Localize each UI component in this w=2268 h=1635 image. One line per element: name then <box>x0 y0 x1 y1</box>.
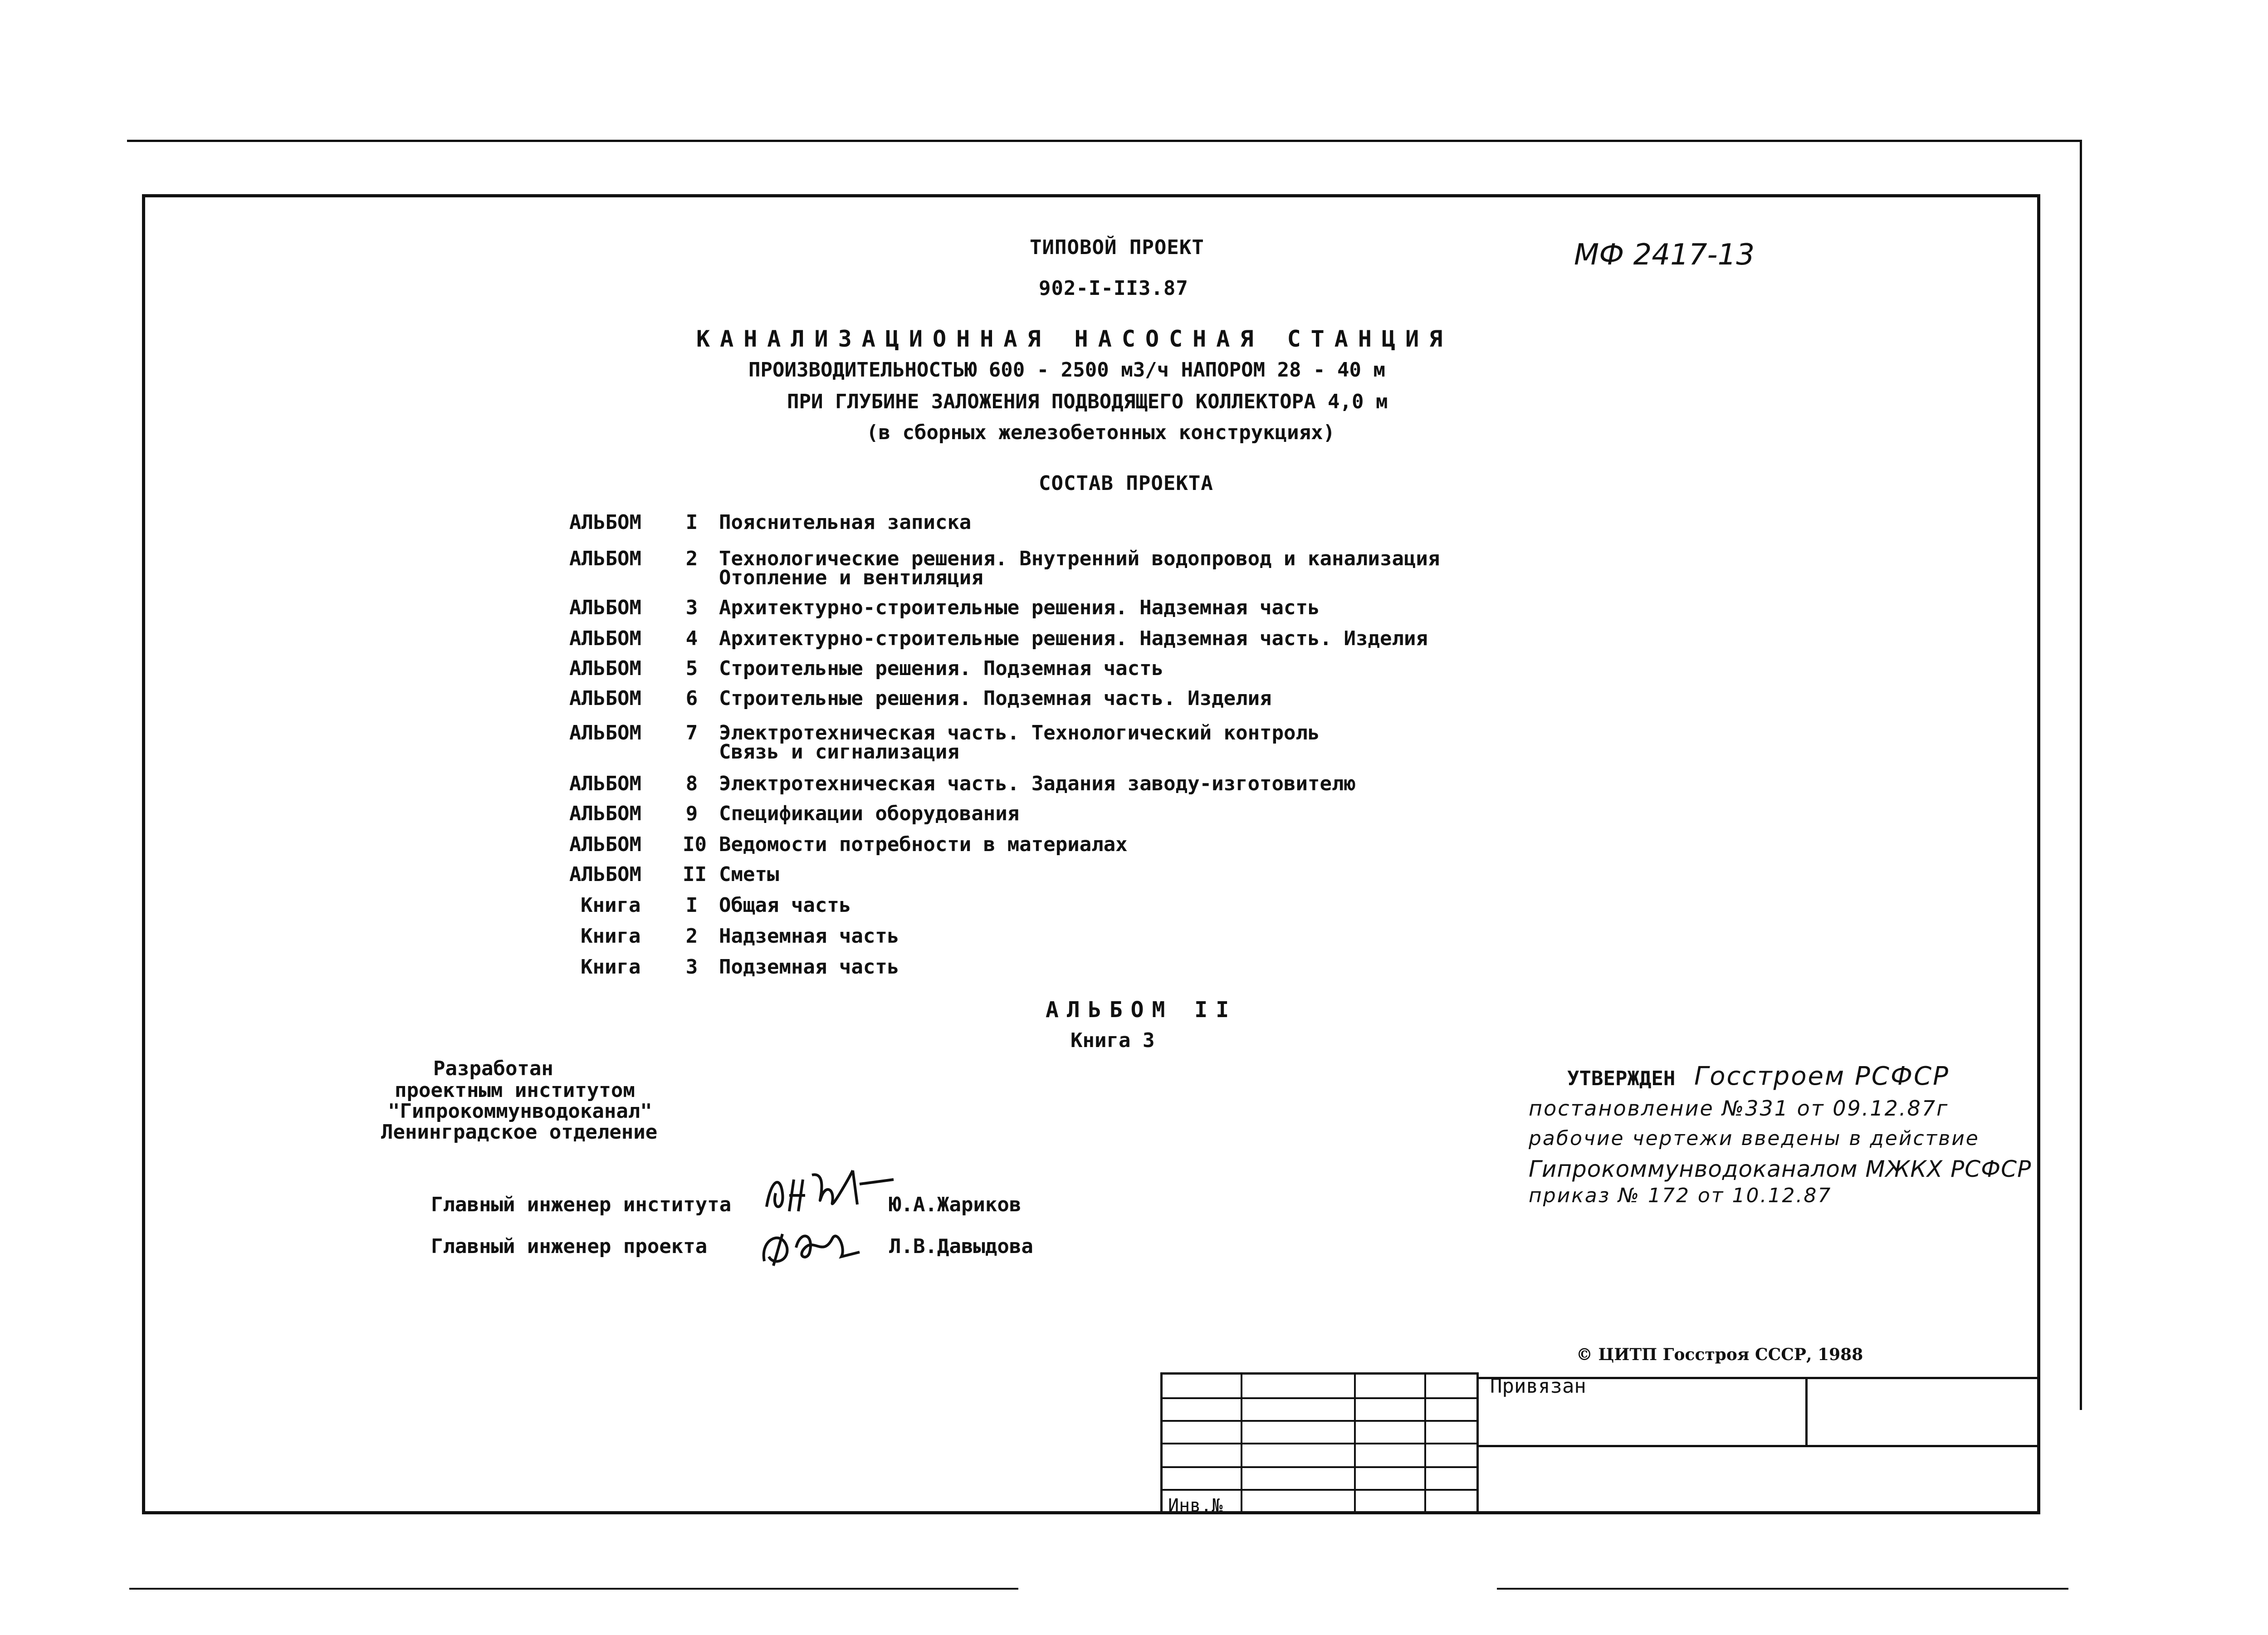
composition-item-title: Подземная часть <box>719 955 899 979</box>
composition-item-number: 7 <box>685 721 698 744</box>
composition-item-number: I <box>685 894 698 917</box>
composition-item-number: II <box>683 863 707 886</box>
composition-item-number: 3 <box>685 596 698 619</box>
project-type: ТИПОВОЙ ПРОЕКТ <box>1030 236 1204 259</box>
stamp-left-edge <box>1160 1372 1163 1513</box>
chief-engineer-project-name: Л.В.Давыдова <box>889 1235 1033 1258</box>
composition-item-title: Электротехническая часть. Технологический контроль <box>719 721 1320 744</box>
title-line-2: ПРОИЗВОДИТЕЛЬНОСТЬЮ 600 - 2500 м3/ч НАПОРОМ 28 - 40 м <box>748 358 1385 382</box>
stamp-divider <box>1476 1372 1479 1513</box>
top-border-line <box>127 140 2082 142</box>
composition-item <box>581 957 1624 994</box>
title-line-1: КАНАЛИЗАЦИОННАЯ НАСОСНАЯ СТАНЦИЯ <box>696 326 1453 352</box>
composition-item-kind: АЛЬБОМ <box>569 833 641 856</box>
approval-line-5: приказ № 172 от 10.12.87 <box>1529 1184 1832 1207</box>
composition-item-number: I <box>685 511 698 534</box>
composition-item-number: 3 <box>685 955 698 979</box>
developer-line-2: проектным институтом <box>395 1079 635 1102</box>
composition-item <box>569 513 1613 549</box>
bottom-rule-right <box>1497 1588 2068 1590</box>
inventory-label: Инв.№ <box>1168 1495 1223 1516</box>
stamp-grid-col <box>1424 1372 1426 1513</box>
developer-line-4: Ленинградское отделение <box>381 1121 658 1144</box>
developer-line-3: "Гипрокоммунводоканал" <box>388 1100 652 1123</box>
composition-item <box>569 689 1613 725</box>
composition-item-kind: АЛЬБОМ <box>569 772 641 795</box>
composition-item-kind: АЛЬБОМ <box>569 547 641 570</box>
composition-item-kind: АЛЬБОМ <box>569 657 641 680</box>
developer-line-1: Разработан <box>433 1057 553 1080</box>
approval-line-3: рабочие чертежи введены в действие <box>1529 1127 1980 1150</box>
title-line-3: ПРИ ГЛУБИНЕ ЗАЛОЖЕНИЯ ПОДВОДЯЩЕГО КОЛЛЕКТОРА 4,0 м <box>787 390 1388 413</box>
composition-item <box>569 721 1613 764</box>
composition-item-number: 9 <box>685 802 698 825</box>
composition-item-kind: Книга <box>581 955 641 979</box>
composition-item-title: Архитектурно-строительные решения. Надземная часть. Изделия <box>719 627 1428 650</box>
composition-item-kind: АЛЬБОМ <box>569 687 641 710</box>
approved-printed: УТВЕРЖДЕН <box>1567 1067 1676 1090</box>
composition-item <box>569 547 1613 589</box>
chief-engineer-institute-label: Главный инженер института <box>431 1193 732 1216</box>
composition-item-title-continued: Отопление и вентиляция <box>719 566 983 589</box>
project-number: 902-I-II3.87 <box>1039 277 1188 300</box>
stamp-grid-row <box>1161 1466 1479 1468</box>
composition-item-number: 5 <box>685 657 698 680</box>
composition-item-title: Пояснительная записка <box>719 511 972 534</box>
composition-item-title: Общая часть <box>719 894 851 917</box>
composition-item-title: Надземная часть <box>719 925 899 948</box>
composition-item-title: Технологические решения. Внутренний водопровод и канализация <box>719 547 1440 570</box>
stamp-grid-col <box>1354 1372 1356 1513</box>
composition-item-number: 2 <box>685 925 698 948</box>
composition-item-number: 2 <box>685 547 698 570</box>
composition-item-title: Спецификации оборудования <box>719 802 1020 825</box>
composition-item-number: 6 <box>685 687 698 710</box>
bottom-rule-left <box>129 1588 1018 1590</box>
composition-heading: СОСТАВ ПРОЕКТА <box>1039 472 1213 495</box>
bound-label: Привязан <box>1490 1375 1586 1398</box>
signature-zharikov <box>762 1161 898 1229</box>
approval-line-2: постановление №331 от 09.12.87г <box>1529 1096 1949 1121</box>
stamp-grid-row <box>1161 1397 1479 1399</box>
stamp-col-right <box>1805 1377 1808 1445</box>
stamp-grid-row <box>1161 1443 1479 1444</box>
title-line-4: (в сборных железобетонных конструкциях) <box>866 421 1335 444</box>
composition-item-number: I0 <box>683 833 707 856</box>
composition-item-title: Электротехническая часть. Задания заводу-изготовителю <box>719 772 1356 795</box>
signature-davydova <box>755 1220 864 1279</box>
composition-item-title: Архитектурно-строительные решения. Надземная часть <box>719 596 1320 619</box>
composition-item-kind: АЛЬБОМ <box>569 721 641 744</box>
composition-item-title: Ведомости потребности в материалах <box>719 833 1128 856</box>
copyright: © ЦИТП Госстроя СССР, 1988 <box>1576 1345 1863 1364</box>
composition-item-title: Строительные решения. Подземная часть. Изделия <box>719 687 1272 710</box>
stamp-mid-line <box>1476 1445 2039 1447</box>
composition-item-title: Сметы <box>719 863 779 886</box>
composition-item-number: 8 <box>685 772 698 795</box>
album-book: Книга 3 <box>1070 1029 1155 1052</box>
composition-item-title-continued: Связь и сигнализация <box>719 740 959 764</box>
approval-line-1: Госстроем РСФСР <box>1694 1062 1950 1091</box>
composition-item-kind: АЛЬБОМ <box>569 511 641 534</box>
right-border-line <box>2080 140 2082 1410</box>
album-label: АЛЬБОМ II <box>1046 997 1237 1023</box>
composition-item-kind: Книга <box>581 894 641 917</box>
composition-item-number: 4 <box>685 627 698 650</box>
composition-item-kind: АЛЬБОМ <box>569 596 641 619</box>
stamp-grid-row <box>1161 1489 1479 1491</box>
approval-line-4: Гипрокоммунводоканалом МЖКХ РСФСР <box>1529 1156 2032 1182</box>
composition-item-kind: АЛЬБОМ <box>569 627 641 650</box>
stamp-top-line <box>1161 1372 1479 1375</box>
composition-item-title: Строительные решения. Подземная часть <box>719 657 1164 680</box>
stamp-grid-col <box>1241 1372 1242 1513</box>
archive-number: МФ 2417-13 <box>1574 238 1755 272</box>
composition-item-kind: Книга <box>581 925 641 948</box>
composition-item-kind: АЛЬБОМ <box>569 863 641 886</box>
chief-engineer-institute-name: Ю.А.Жариков <box>889 1193 1022 1216</box>
stamp-grid-row <box>1161 1420 1479 1422</box>
chief-engineer-project-label: Главный инженер проекта <box>431 1235 708 1258</box>
composition-item-kind: АЛЬБОМ <box>569 802 641 825</box>
